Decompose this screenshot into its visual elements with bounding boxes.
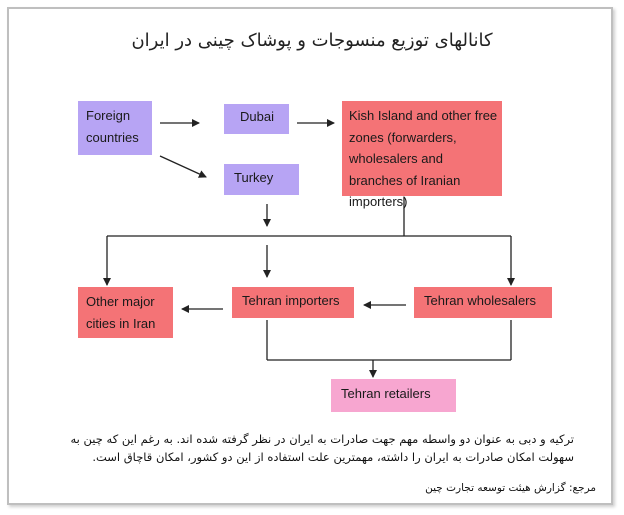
arrow-foreign-to-turkey xyxy=(160,156,206,177)
node-foreign-countries-label: Foreign countries xyxy=(86,108,139,145)
node-tehran-retailers-label: Tehran retailers xyxy=(341,386,431,401)
footnote-text: ترکیه و دبی به عنوان دو واسطه مهم جهت صادرات به ایران در نظر گرفته شده اند. به رغم این که چین به سهولت امکان صادرات به ایران را داشته، مهمترین علت استفاده از این دو کشور، امکان قاچاق است. xyxy=(70,432,574,464)
node-other-major-cities-label: Other major cities in Iran xyxy=(86,294,156,331)
node-dubai xyxy=(224,104,289,134)
node-other-major-cities xyxy=(78,287,173,338)
node-turkey-label: Turkey xyxy=(234,170,274,185)
node-foreign-countries xyxy=(78,101,152,155)
node-tehran-wholesalers xyxy=(414,287,552,318)
node-turkey xyxy=(224,164,299,195)
diagram-title: کانالهای توزیع منسوجات و پوشاک چینی در ایران xyxy=(131,30,493,51)
node-dubai-label: Dubai xyxy=(240,109,274,124)
node-kish-free-zones-label: Kish Island and other free zones (forwarders, wholesalers and branches of Iranian importers) xyxy=(349,108,498,209)
node-kish-free-zones xyxy=(342,101,502,209)
node-tehran-importers-label: Tehran importers xyxy=(242,293,340,308)
node-tehran-importers xyxy=(232,287,354,318)
source-reference: مرجع: گزارش هیئت توسعه تجارت چین xyxy=(425,482,596,494)
node-tehran-retailers xyxy=(331,379,456,412)
node-tehran-wholesalers-label: Tehran wholesalers xyxy=(424,293,537,308)
